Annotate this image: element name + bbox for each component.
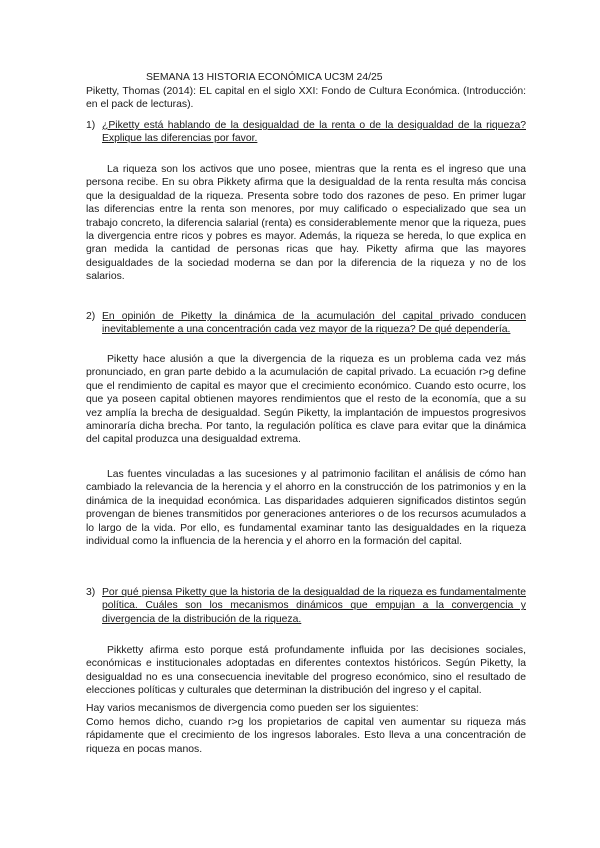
answer-1-paragraph: La riqueza son los activos que uno posee, mientras que la renta es el ingreso que una persona recibe. En su obra Pikkety afirma que la desigualdad de la renta resulta más concisa que la desigualdad de la riqueza. Presenta sobre todo dos razones de peso. En primer lugar las diferencias entre la renta son menores, por muy calificado o especializado que sea un trabajo concreto, la diferencia salarial (renta) es considerablemente menor que la riqueza, pues la divergencia entre ricos y pobres es mayor. Además, la riqueza se hereda, lo que explica en gran medida la cantidad de personas ricas que hay. Piketty afirma que las mayores desigualdades de la sociedad moderna se dan por la diferencia de la riqueza y no de los salarios. bbox=[86, 164, 526, 283]
answer-3-paragraph-2: Como hemos dicho, cuando r>g los propietarios de capital ven aumentar su riqueza más rápidamente que el crecimiento de los ingresos laborales. Esto lleva a una concentración de riqueza en pocas manos. bbox=[86, 717, 526, 755]
question-1-text: ¿Piketty está hablando de la desigualdad de la renta o de la desigualdad de la riqueza? Explique las diferencias por favor. bbox=[102, 120, 526, 145]
page-title: SEMANA 13 HISTORIA ECONÓMICA UC3M 24/25 bbox=[146, 72, 383, 83]
citation: Piketty, Thomas (2014): EL capital en el siglo XXI: Fondo de Cultura Económica. (Introducción: en el pack de lecturas). bbox=[86, 86, 526, 111]
question-2-text: En opinión de Piketty la dinámica de la acumulación del capital privado conducen inevitablemente a una concentración cada vez mayor de la riqueza? De qué dependería. bbox=[102, 311, 526, 336]
question-3-text: Por qué piensa Piketty que la historia de la desigualdad de la riqueza es fundamentalmente política. Cuáles son los mecanismos dinámicos que empujan a la convergencia y divergencia de la distribución de la riqueza. bbox=[102, 587, 526, 625]
answer-2-paragraph-2: Las fuentes vinculadas a las sucesiones y al patrimonio facilitan el análisis de cómo han cambiado la relevancia de la herencia y el ahorro en la construcción de los patrimonios y en la dinámica de la inequidad económica. Las disparidades adquieren significados distintos según provengan de bienes transmitidos por generaciones anteriores o de los recursos acumulados a lo largo de la vida. Por ello, es fundamental examinar tanto las desigualdades en la riqueza individual como la influencia de la herencia y el ahorro en la formación del capital. bbox=[86, 469, 526, 548]
question-3-number: 3) bbox=[86, 587, 96, 598]
question-2-number: 2) bbox=[86, 311, 96, 322]
answer-2-paragraph-1: Piketty hace alusión a que la divergencia de la riqueza es un problema cada vez más pronunciado, en gran parte debido a la acumulación de capital privado. La ecuación r>g define que el rendimiento de capital es mayor que el crecimiento económico. Cuando esto ocurre, los que ya poseen capital obtienen mayores rendimientos que el resto de la economía, que a su vez amplía la brecha de desigualdad. Según Piketty, la implantación de impuestos progresivos aminoraría dicha brecha. Por tanto, la regulación política es clave para evitar que la dinámica del capital produzca una desigualdad extrema. bbox=[86, 354, 526, 446]
answer-3-line: Hay varios mecanismos de divergencia como pueden ser los siguientes: bbox=[86, 703, 419, 714]
answer-3-paragraph-1: Pikketty afirma esto porque está profundamente influida por las decisiones sociales, económicas e institucionales adoptadas en diferentes contextos históricos. Según Piketty, la desigualdad no es una consecuencia inevitable del progreso económico, sino el resultado de elecciones políticas y culturales que determinan la distribución del ingreso y el capital. bbox=[86, 645, 526, 697]
question-1-number: 1) bbox=[86, 120, 96, 131]
